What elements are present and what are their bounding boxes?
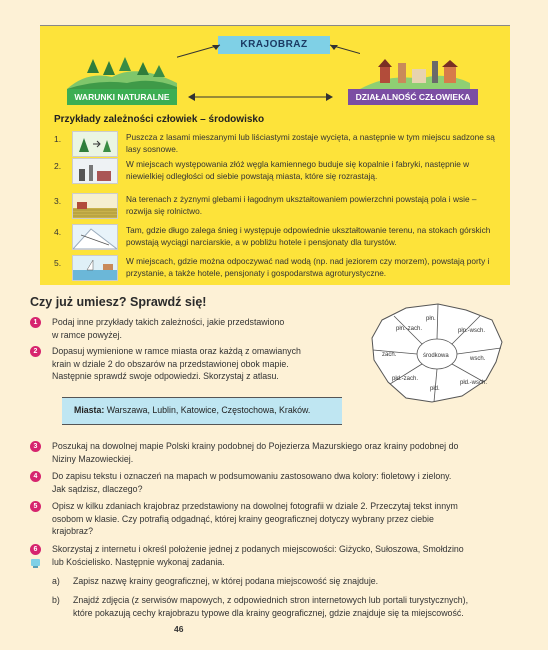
human-activity-illustration xyxy=(360,53,470,89)
forest-icon xyxy=(72,131,118,157)
task-line: Skorzystaj z internetu i określ położenie jednej z podanych miejscowości: Giżycko, Sułoszowa, Smołdzino xyxy=(52,544,464,554)
task-line: Poszukaj na dowolnej mapie Polski krainy podobnej do Pojezierza Mazurskiego oraz krainy podobnej do xyxy=(52,441,459,451)
example-number: 4. xyxy=(54,227,62,237)
task-number-badge: 2 xyxy=(30,346,41,357)
section-title: Czy już umiesz? Sprawdź się! xyxy=(30,295,207,309)
subtask-line: które pokazują cechy krajobrazu typowe dla krainy geograficznej, gdzie znajduje się ta miejscowość. xyxy=(73,607,464,618)
task-line: Opisz w kilku zdaniach krajobraz przedstawiony na dowolnej fotografii w dziale 2. Przeczytaj tekst innym xyxy=(52,501,458,511)
map-label-ne: płn.-wsch. xyxy=(458,328,486,334)
example-row xyxy=(54,224,504,248)
task-line: Jak sądzisz, dlaczego? xyxy=(52,483,143,494)
task-line: Dopasuj wymienione w ramce miasta oraz każdą z omawianych xyxy=(52,346,301,356)
task-line: Podaj inne przykłady takich zależności, jakie przedstawiono xyxy=(52,317,285,327)
map-label-se: płd.-wsch. xyxy=(460,380,488,386)
krajobraz-label: KRAJOBRAZ xyxy=(218,36,330,54)
ski-slope-icon xyxy=(72,224,118,250)
top-divider xyxy=(40,25,510,26)
task-number-badge: 1 xyxy=(30,317,41,328)
example-text: W miejscach, gdzie można odpoczywać nad wodą (np. nad jeziorem czy morzem), powstają porty i przystanie, a także hotele, pensjonaty i gospodarstwa agroturystyczne. xyxy=(126,256,490,278)
example-row xyxy=(54,255,504,279)
example-row xyxy=(54,158,504,182)
example-row xyxy=(54,131,504,155)
example-row xyxy=(54,193,504,217)
map-label-nw: płn.-zach. xyxy=(396,326,423,332)
task-line: krain w dziale 2 do obszarów na przedstawionej obok mapie. xyxy=(52,358,289,369)
subtask-letter: a) xyxy=(52,576,60,586)
lake-harbor-icon xyxy=(72,255,118,281)
subtask-line: Zapisz nazwę krainy geograficznej, w której podana miejscowość się znajduje. xyxy=(73,576,379,586)
internet-task-icon xyxy=(30,557,41,568)
task-number-badge: 3 xyxy=(30,441,41,452)
subtask-letter: b) xyxy=(52,595,60,605)
example-text: W miejscach występowania złóż węgla kamiennego buduje się kopalnie i fabryki, następnie w niewielkiej odległości od siebie powstają miasta, które się rozrastają. xyxy=(126,159,470,181)
task-line: Niziny Mazowieckiej. xyxy=(52,453,134,464)
map-label-sw: płd.-zach. xyxy=(392,376,419,382)
poland-regions-map xyxy=(362,298,510,408)
task-line: w ramce powyżej. xyxy=(52,329,122,340)
examples-title: Przykłady zależności człowiek – środowisko xyxy=(54,114,265,125)
subtask-a xyxy=(73,575,503,588)
nature-landscape-illustration xyxy=(67,53,177,89)
page-number: 46 xyxy=(174,624,184,634)
task-line: lub Kościelisko. Następnie wykonaj zadania. xyxy=(52,556,225,567)
example-text: Puszcza z lasami mieszanymi lub liściastymi zostaje wycięta, a następnie w tym miejscu sadzone są lasy sosnowe. xyxy=(126,132,495,154)
task-number-badge: 6 xyxy=(30,544,41,555)
task-line: Do zapisu tekstu i oznaczeń na mapach w podsumowaniu zastosowano dwa kolory: fioletowy i zielony. xyxy=(52,471,452,481)
map-label-n: płn. xyxy=(426,316,436,322)
farmland-icon xyxy=(72,193,118,219)
task-number-badge: 5 xyxy=(30,501,41,512)
mine-factory-icon xyxy=(72,158,118,184)
example-number: 1. xyxy=(54,134,62,144)
task-number-badge: 4 xyxy=(30,471,41,482)
task-line: krajobraz? xyxy=(52,526,94,536)
map-label-center: środkowa xyxy=(423,353,449,359)
subtask-line: Znajdź zdjęcia (z serwisów mapowych, z odpowiednich stron internetowych lub portali turystycznych), xyxy=(73,595,469,605)
natural-conditions-band: WARUNKI NATURALNE xyxy=(67,89,177,105)
double-arrow-icon xyxy=(188,92,333,102)
map-label-e: wsch. xyxy=(470,356,486,362)
cities-label: Miasta: xyxy=(74,405,105,415)
human-activity-band: DZIAŁALNOŚĆ CZŁOWIEKA xyxy=(348,89,478,105)
subtask-b xyxy=(73,594,513,619)
task-line: Następnie sprawdź swoje odpowiedzi. Skorzystaj z atlasu. xyxy=(52,371,279,381)
example-number: 3. xyxy=(54,196,62,206)
example-number: 2. xyxy=(54,161,62,171)
task-line: osobom w klasie. Czy potrafią odgadnąć, której krainy geograficznej dotyczy wybrany przez ciebie xyxy=(52,513,434,524)
example-text: Na terenach z żyznymi glebami i łagodnym ukształtowaniem powierzchni powstają pola i wsie – rozwija się rolnictwo. xyxy=(126,194,477,216)
example-number: 5. xyxy=(54,258,62,268)
cities-box xyxy=(62,397,342,425)
cities-list: Warszawa, Lublin, Katowice, Częstochowa, Kraków. xyxy=(104,405,311,415)
map-label-w: zach. xyxy=(382,352,397,358)
map-label-s: płd. xyxy=(430,386,440,392)
example-text: Tam, gdzie długo zalega śnieg i występuje odpowiednie ukształtowanie terenu, na stokach górskich powstają wyciągi narciarskie, a w pobliżu hotele i pensjonaty dla turystów. xyxy=(126,225,491,247)
